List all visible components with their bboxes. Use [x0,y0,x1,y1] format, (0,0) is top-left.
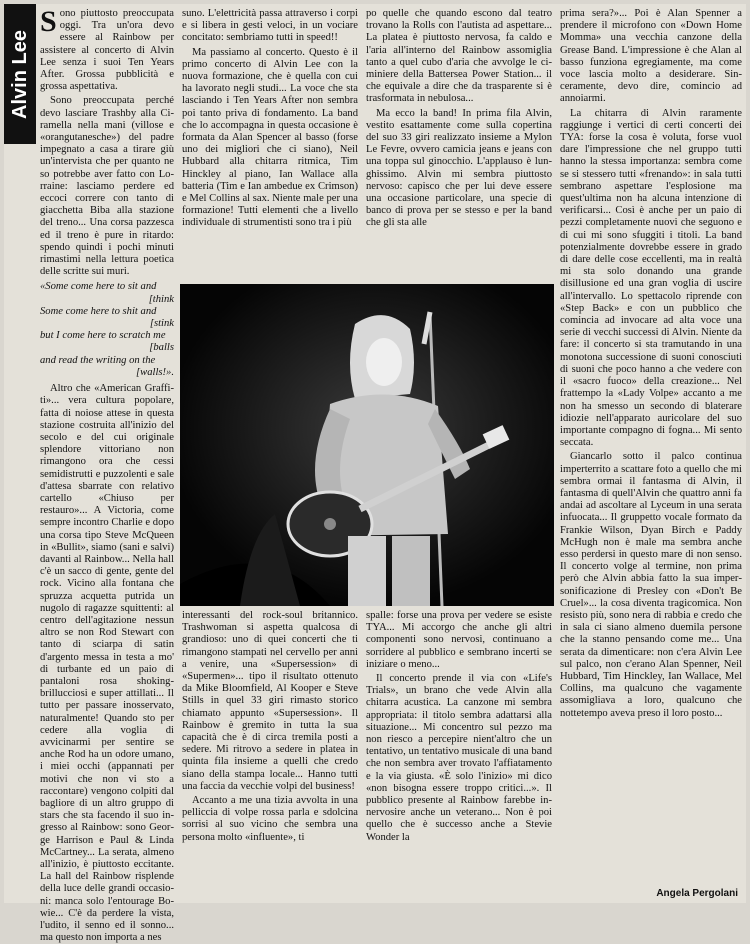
article-paragraph: Ma passiamo al concerto. Questo è il primo concerto di Alvin Lee con la nuova formazione, che è quella con cui ha lavorato negli studi... La voce che sta lasciando i Ten Years After non sembra poi tanto priva di fondamento. La band che lo accompagna in questa occasione è formata da Alan Spencer al basso (forse uno dei migliori che ci siano), Neil Hubbard alla chitarra ritmica, Tim Hinckley al piano, Ian Wallace alla batteria (Tim e Ian ambedue ex Crimson) e Mel Collins al sax. Niente male per una formazione! Tutti elementi che a livello individuale di strumentisti sono tra i più [182,46,358,229]
poem-line: but I come here to scratch me [40,330,166,342]
concert-photo [180,284,554,606]
wall-poem [40,281,174,379]
magazine-page [4,4,746,944]
poem-line: «Some come here to sit and [40,281,157,293]
drop-cap: S [40,5,57,38]
article-paragraph: po quelle che quando escono dal teatro trovano la Rolls con l'autista ad aspettare... La platea è piuttosto nervosa, fa caldo e l'aria all'interno del Rainbow assomiglia tanto a quel cubo d'aria che avvolge le ciminiere della Battersea Power Station... il che equivale a dire che da trasparente si è trasformata in nebulosa... [366,8,552,105]
article-column-3-bottom [366,610,552,896]
article-column-4 [560,8,742,898]
article-column-2 [182,8,358,280]
author-signature: Angela Pergolani [656,888,738,899]
article-paragraph: suno. L'elettricità passa attraverso i corpi e si libera in gesti veloci, in un vociare concitato: sembriamo tutti in speed!! [182,8,358,44]
section-tab [4,4,36,144]
poem-line: and read the writing on the [40,354,156,366]
article-paragraph: spalle: forse una prova per vedere se esiste TYA... Mi accorgo che anche gli altri componenti sono nervosi, continuano a sorridere al pubblico e sembrano incerti se iniziare o meno... [366,610,552,670]
poem-line: [think [148,293,174,305]
article-paragraph: Sono piuttosto preoccupata oggi. Tra un'ora devo essere al Rainbow per assistere al concerto di Alvin Lee senza i suoi Ten Years After. Grossa pubblicità e grossa aspettativa. [40,5,174,93]
article-column-1 [40,5,174,944]
article-paragraph: Accanto a me una tizia avvolta in una pelliccia di volpe rossa parla e sdolcina sorrisi al suo vicino che sembra una persona molto «influente», ti [182,795,358,843]
guitarist-photo-illustration [180,284,554,606]
article-paragraph: Sono preoccupata perché devo lasciare Trashby alla Ciramella nella mani (villose e «orangutanesche») del padre impegnato a casa a tirare giù un'intervista che per quanto ne so potrebbe aver fatto con Lorraine: lasciamo perdere ed eccoci correre con tanto di giacchetta Biba alla stazione del treno... Una corsa pazzesca ed il treno è pure in ritardo: spendo quindi i pochi minuti rimastimi nella lettura poetica delle scritte sui muri. [40,95,174,278]
article-paragraph: La chitarra di Alvin raramente raggiunge i vertici di certi concerti dei TYA: forse la cosa è voluta, forse vuol dare l'impressione che nel gruppo tutti hanno la stessa importanza: sembra come se si stessero tutti «frenando»: in sala tutti sembrano aspettare l'esplosione ma quest'ultima non ha alcuna intenzione di verificarsi... Così è anche per un paio di pezzi completamente nuovi che seguono e di cui mi sono sfuggiti i titoli. La band potenzialmente dovrebbe essere in grado di dare delle cose eccellenti, ma in realtà mi sta solo donando una grande disillusione ed una gran voglia di uscire all'intervallo. Lo spettacolo riprende con «Step Back» e con un pubblico che comincia ad invocare ad alta voce una serie di vecchi successi di Alvin. Niente da fare: il concerto si sta tramutando in una monotona successione di suoni conosciuti di suoni che poco hanno a che vedere con il «sacro fuoco» della creazione... Nel frattempo la «Lady Volpe» accanto a me non ha smesso un secondo di blaterare idiozie nell'apparato auricolare del suo importante compagno di fogna... Mi sento seccata. [560,107,742,449]
section-title-text: Alvin Lee [8,29,31,119]
poem-line: [balls [149,342,174,354]
article-paragraph: prima sera?»... Poi è Alan Spenner a prendere il microfono con «Down Home Momma» una vecchia canzone della Grease Band. L'impressione è che Alan al basso funziona egregiamente, ma come voce lascia molto a desiderare. Sinceramente, devo dire, comincio ad annoiarmi. [560,8,742,105]
article-paragraph: Ma ecco la band! In prima fila Alvin, vestito esattamente come sulla copertina del suo 33 giri realizzato insieme a Mylon Le Fevre, ovvero camicia jeans e jeans con una toppa sul ginocchio. L'applauso è lunghissimo. Alvin mi sembra piuttosto nervoso: capisco che per lui deve essere una occasione particolare, una specie di banco di prova per se stesso e per la band che gli sta alle [366,107,552,229]
article-paragraph: Altro che «American Graffiti»... vera cultura popolare, fatta di noiose attese in questa stazione costruita all'inizio del secolo e del cui originale splendore vittoriano non rimangono ora che cessi semidistrutti e puzzolenti e sale d'attesa sbarrate con relativo cartello «Chiuso per restauro»... A Victoria, come sempre incontro Charlie e dopo una corsa tipo Steve McQueen in «Bullit», siamo (sani e salvi) davanti al Rainbow... Nella hall c'è un sacco di gente, gente del rock. Vicino alla fontana che spruzza acquetta putrida un nugolo di ragazze squittenti: al centro dell'agitazione nessun altro se non Rod Stewart con tanto di sciarpa di satin d'argento messa in testa a mo' di turbante ed un paio di pantaloni rosa shoking-brillucciosi e super attillati... Il tutto per passare inosservato, naturalmente! Quando sto per cedere alla voglia di avvicinarmi per sentire se anche Rod ha un odore umano, i miei occhi (appannati per motivi che non vi sto a raccontare) vengono colpiti dal bagliore di un altro gruppo di stars che sta facendo il suo ingresso al Rainbow: sono George Harrison e Paul & Linda McCartney... La serata, almeno all'inizio, è piuttosto eccitante. La hall del Rainbow risplende della luce delle grandi occasioni: manca solo l'entourage Bowie... C'è da perdere la vista, l'udito, il senno ed il sonno... ma questo non importa a nes [40,383,174,944]
article-paragraph: Il concerto prende il via con «Life's Trials», un brano che vede Alvin alla chitarra acustica. La canzone mi sembra appropriata: il titolo sembra adattarsi alla situazione... Mi concentro sul pezzo ma non riesco a percepire nient'altro che un tentativo, un tentativo musicale di una band che non sembra aver trovato l'affiatamento e la via giusta. «È solo l'inizio» mi dico «non bisogna essere troppo critici...». Il pubblico presente al Rainbow farebbe innervosire anche un veterano... Non è poi quello che è successo anche a Stevie Wonder la [366,673,552,843]
poem-line: [stink [149,318,174,330]
article-paragraph: Giancarlo sotto il palco continua imperterrito a scattare foto a quello che mi sembra ormai il fantasma di Alvin, il fantasma di quell'Alvin che quattro anni fa andai ad ascoltare al Lyceum in una serata infuocata... Il gruppetto vocale formato da Frankie Wilson, Dyan Birch e Paddy McHugh non è male ma sembra anche esso perdersi in questo mare di non senso. Il concerto volge al termine, non prima però che Alvin abbia fatto la sua impersonificazione di Presley con «Don't Be Cruel»... la cosa diventa tragicomica. Non resisto più, sono nera di rabbia e credo che in sala ci siano almeno duemila persone che la stanno pensando come me... Una serata da dimenticare: non c'era Alvin Lee sul palco, non c'erano Alan Spenner, Neil Hubbard, Tim Hinckley, Ian Wallace, Mel Collins, ma qualcuno che vagamente assomigliava a loro, qualcuno che nottetempo aveva preso il loro posto... [560,451,742,719]
article-column-2-bottom [182,610,358,896]
poem-line: Some come here to shit and [40,305,157,317]
article-column-3 [366,8,552,280]
section-title [4,4,36,144]
article-paragraph: interessanti del rock-soul britannico. Trashwoman si aspetta qualcosa di grandioso: uno di quei concerti che ti rimangono stampati nel cervello per anni a venire, una «Supersession» di «Supermen»... tipo il risultato ottenuto da Mike Bloomfield, Al Kooper e Steve Stills in quel 33 giri rimasto storico chiamato appunto «Supersession». Il Rainbow è gremito in tutta la sua capacità che è di circa tremila posti a sedere. Mi ritrovo a sedere in platea in quinta fila insieme a quelli che credo siano della stampa locale... Hanno tutti una faccia da vecchie volpi del business! [182,610,358,792]
poem-line: [walls!». [136,366,174,378]
